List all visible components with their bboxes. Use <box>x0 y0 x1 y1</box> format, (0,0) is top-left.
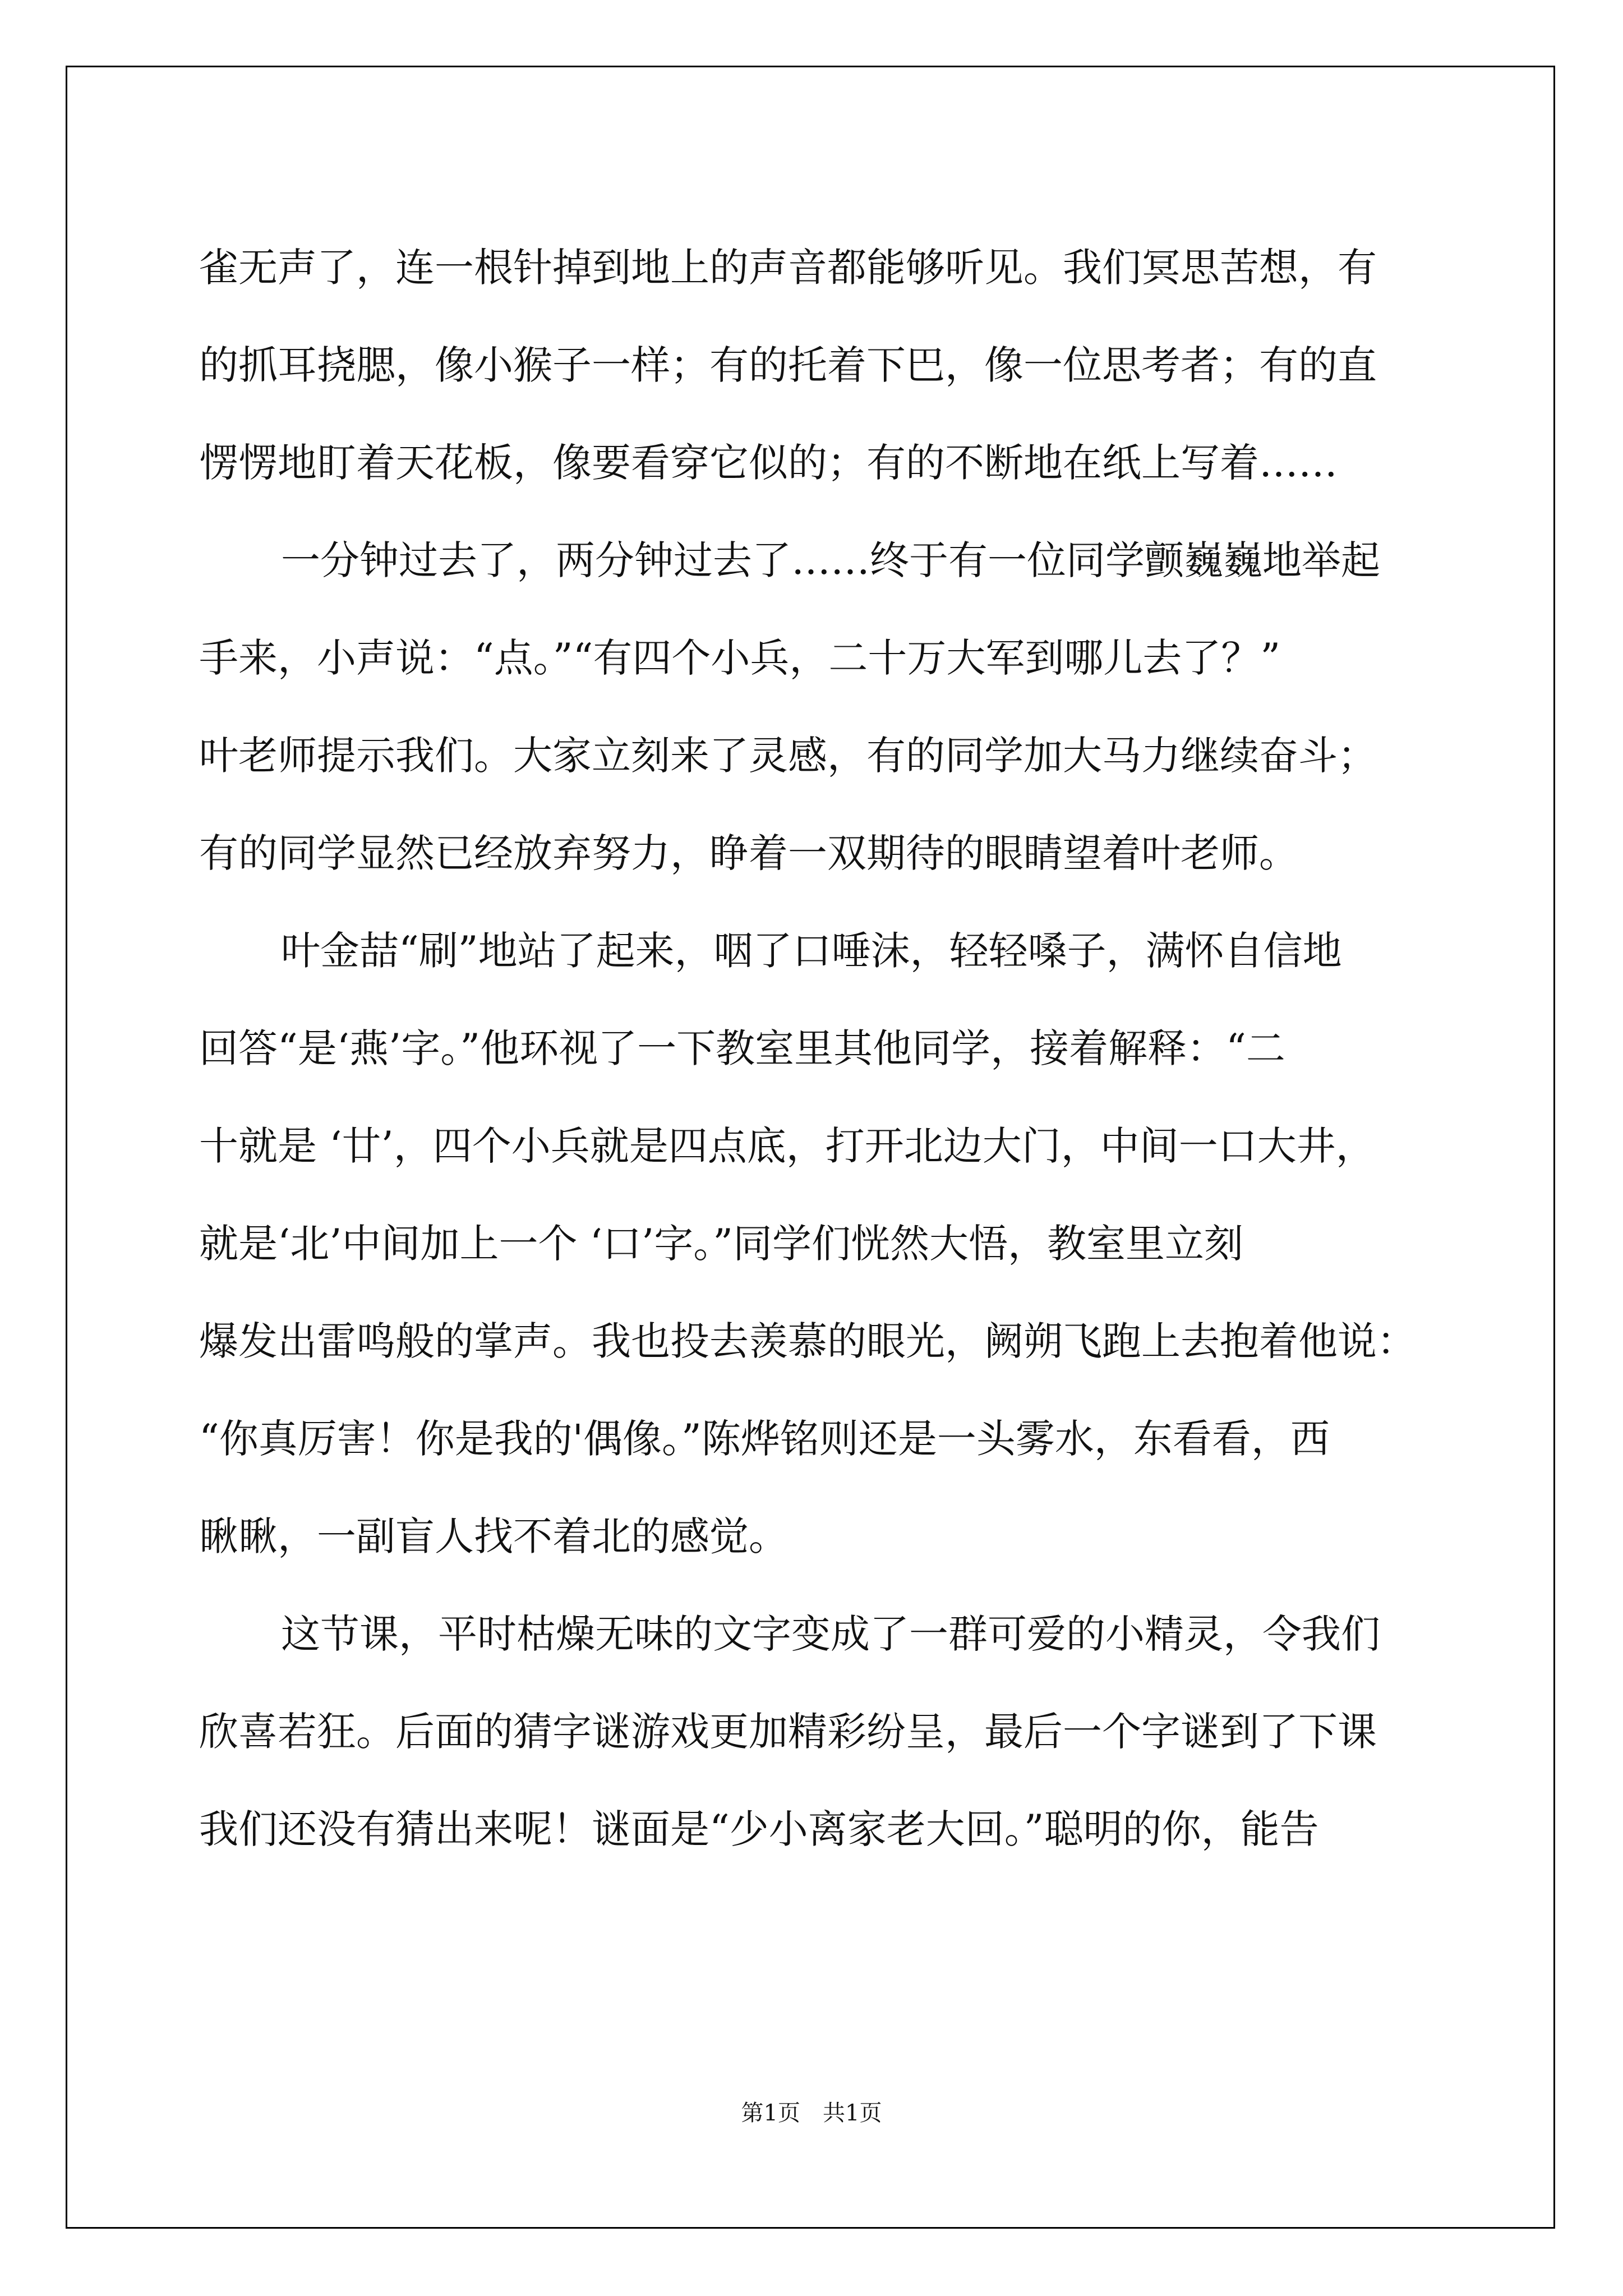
page-footer <box>0 2096 1623 2130</box>
text-line: 十就是 ‘廿’，四个小兵就是四点底，打开北边大门，中间一口大井， <box>199 1123 1375 1169</box>
text-line: 爆发出雷鸣般的掌声。我也投去羡慕的眼光，阙朔飞跑上去抱着他说： <box>199 1318 1416 1364</box>
text-line: 叶老师提示我们。大家立刻来了灵感，有的同学加大马力继续奋斗； <box>199 733 1377 779</box>
text-line: 手来，小声说：“点。”“有四个小兵，二十万大军到哪儿去了？” <box>199 635 1281 681</box>
text-line: 回答“是‘燕’字。”他环视了一下教室里其他同学，接着解释：“二 <box>199 1025 1285 1071</box>
text-line: 这节课，平时枯燥无味的文字变成了一群可爱的小精灵，令我们 <box>281 1611 1380 1657</box>
text-line: 有的同学显然已经放弃努力，睁着一双期待的眼睛望着叶老师。 <box>199 830 1298 876</box>
text-line: 欣喜若狂。后面的猜字谜游戏更加精彩纷呈，最后一个字谜到了下课 <box>199 1709 1377 1755</box>
text-line: 叶金喆“刷”地站了起来，咽了口唾沫，轻轻嗓子，满怀自信地 <box>281 928 1342 974</box>
text-line: “你真厉害！你是我的'偶像。”陈烨铭则还是一头雾水，东看看，西 <box>199 1416 1330 1462</box>
text-line: 的抓耳挠腮，像小猴子一样；有的托着下巴，像一位思考者；有的直 <box>199 342 1377 388</box>
text-line: 雀无声了，连一根针掉到地上的声音都能够听见。我们冥思苦想，有 <box>199 245 1377 291</box>
text-line: 一分钟过去了，两分钟过去了……终于有一位同学颤巍巍地举起 <box>281 537 1380 583</box>
text-line: 我们还没有猜出来呢！谜面是“少小离家老大回。”聪明的你，能告 <box>199 1806 1319 1852</box>
text-line: 就是‘北’中间加上一个 ‘口’字。”同学们恍然大悟，教室里立刻 <box>199 1221 1244 1267</box>
page-number-current: 第1页 <box>741 2100 800 2126</box>
document-body <box>199 219 1427 1878</box>
text-line: 瞅瞅，一副盲人找不着北的感觉。 <box>199 1513 788 1559</box>
page-number-total: 共1页 <box>823 2100 882 2126</box>
text-line: 愣愣地盯着天花板，像要看穿它似的；有的不断地在纸上写着…… <box>199 440 1338 486</box>
